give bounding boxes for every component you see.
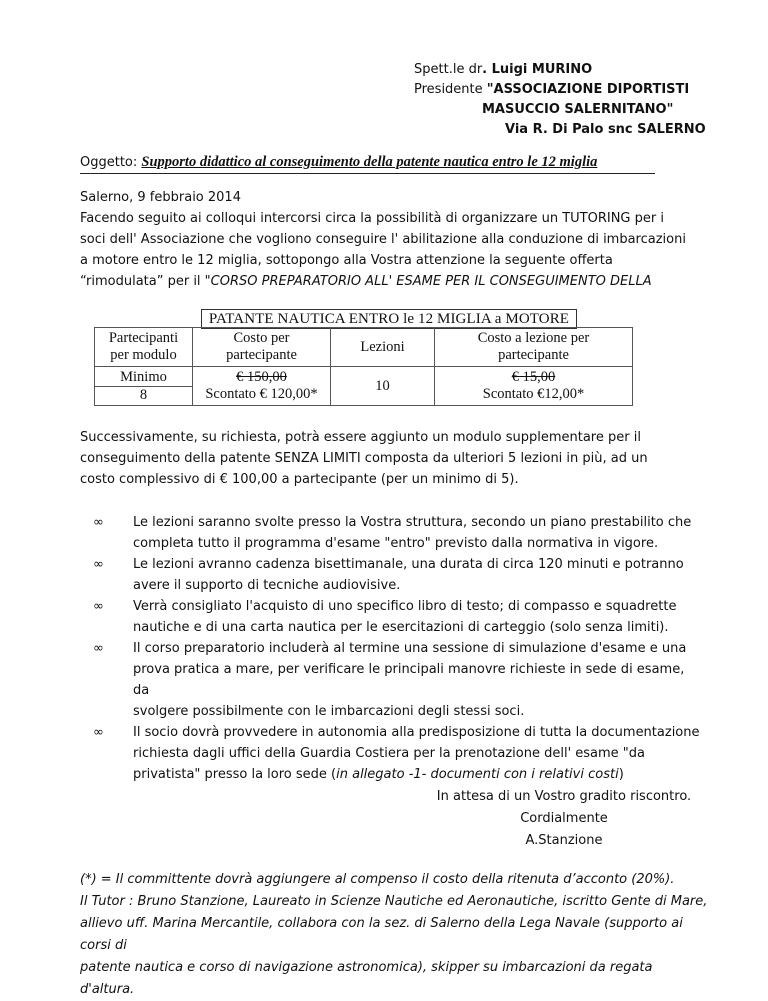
cost-old: € 150,00 (236, 369, 287, 385)
body-line-4: “rimodulata” per il "CORSO PREPARATORIO ALL' ESAME PER IL CONSEGUIMENTO DELLA (80, 274, 652, 289)
table-title: PATANTE NAUTICA ENTRO le 12 MIGLIA a MOTORE (201, 309, 577, 329)
footnote-tutor-3: patente nautica e corso di navigazione astronomica), skipper su imbarcazioni da regata d'altura. (80, 960, 653, 997)
price-table (94, 327, 633, 406)
list-item: ∞ Le lezioni avranno cadenza bisettimanale, una durata di circa 120 minuti e potranno avere il supporto di tecniche audiovisive. (80, 554, 700, 596)
cell-minimum: Minimo 8 (95, 367, 193, 406)
addressee-block (414, 60, 706, 140)
addressee-name: . Luigi MURINO (482, 62, 593, 77)
list-item: ∞ Le lezioni saranno svolte presso la Vostra struttura, secondo un piano prestabilito che completa tutto il programma d'esame "entro" previsto dalla normativa in vigore. (80, 512, 700, 554)
header-cost: Costo per partecipante (193, 328, 331, 367)
footnote-withholding: (*) = Il committente dovrà aggiungere al compenso il costo della ritenuta d’acconto (20%). (80, 872, 675, 887)
closing-salutation: Cordialmente (520, 811, 608, 826)
cost-discount: Scontato € 120,00* (205, 386, 318, 402)
body-line-2: soci dell' Associazione che vogliono conseguire l' abilitazione alla conduzione di imbarcazioni (80, 232, 686, 247)
supplement-paragraph: Successivamente, su richiesta, potrà essere aggiunto un modulo supplementare per il conseguimento della patente SENZA LIMITI composta da ulteriori 5 lezioni in più, ad un costo complessivo di € 100,00 a partecipante (per un minimo di 5). (80, 430, 648, 487)
footnote-tutor-2: allievo uff. Marina Mercantile, collabora con la sez. di Salerno della Lega Navale (supporto ai corsi di (80, 916, 683, 953)
list-item: ∞ Il socio dovrà provvedere in autonomia alla predisposizione di tutta la documentazione richiesta dagli uffici della Guardia Costiera per la prenotazione dell' esame "da privatista" presso la loro sede (in allegato -1- documenti con i relativi costi) (80, 722, 700, 785)
table-header-row (95, 328, 633, 367)
footnotes (80, 869, 710, 1001)
subject-line (80, 152, 597, 173)
header-participants: Partecipanti per modulo (95, 328, 193, 367)
footnote-tutor-1: Il Tutor : Bruno Stanzione, Laureato in Scienze Nautiche ed Aeronautiche, iscritto Gente di Mare, (80, 894, 708, 909)
addressee-org: "ASSOCIAZIONE DIPORTISTI (486, 82, 690, 97)
addressee-line-4: Via R. Di Palo snc SALERNO (505, 122, 706, 137)
addressee-line-2: Presidente "ASSOCIAZIONE DIPORTISTI (414, 82, 690, 97)
infinity-bullet-icon: ∞ (93, 641, 104, 656)
closing-line: In attesa di un Vostro gradito riscontro. (436, 789, 692, 804)
infinity-bullet-icon: ∞ (93, 557, 104, 572)
infinity-bullet-icon: ∞ (93, 599, 104, 614)
addressee-line-3: MASUCCIO SALERNITANO" (482, 102, 674, 117)
header-cost-per-lesson: Costo a lezione per partecipante (435, 328, 633, 367)
cell-lessons: 10 (331, 367, 435, 406)
infinity-bullet-icon: ∞ (93, 515, 104, 530)
list-item: ∞ Verrà consigliato l'acquisto di uno specifico libro di testo; di compasso e squadrette nautiche e di una carta nautica per le esercitazioni di carteggio (solo senza limiti). (80, 596, 700, 638)
list-item: ∞ Il corso preparatorio includerà al termine una sessione di simulazione d'esame e una prova pratica a mare, per verificare le principali manovre richieste in sede di esame, da svolgere possibilmente con le imbarcazioni degli stessi soci. (80, 638, 700, 722)
subject-divider (80, 173, 655, 174)
body-line-3: a motore entro le 12 miglia, sottopongo alla Vostra attenzione la seguente offerta (80, 253, 613, 268)
header-lessons: Lezioni (331, 328, 435, 367)
table-row (95, 367, 633, 406)
body-line-1: Facendo seguito ai colloqui intercorsi circa la possibilità di organizzare un TUTORING per i (80, 211, 664, 226)
bullet-list (80, 512, 700, 785)
subject-label: Oggetto: (80, 155, 142, 170)
subject-text: Supporto didattico al conseguimento della patente nautica entro le 12 miglia (141, 154, 598, 170)
place-date: Salerno, 9 febbraio 2014 (80, 190, 241, 205)
lesson-cost-old: € 15,00 (511, 369, 556, 385)
cell-cost (193, 367, 331, 406)
addressee-line-1: Spett.le dr. Luigi MURINO (414, 62, 593, 77)
lesson-cost-discount: Scontato €12,00* (482, 386, 585, 402)
cell-cost-per-lesson (435, 367, 633, 406)
letter-body (80, 187, 690, 292)
closing-block (414, 786, 714, 852)
infinity-bullet-icon: ∞ (93, 725, 104, 740)
signature-name: A.Stanzione (525, 833, 603, 848)
